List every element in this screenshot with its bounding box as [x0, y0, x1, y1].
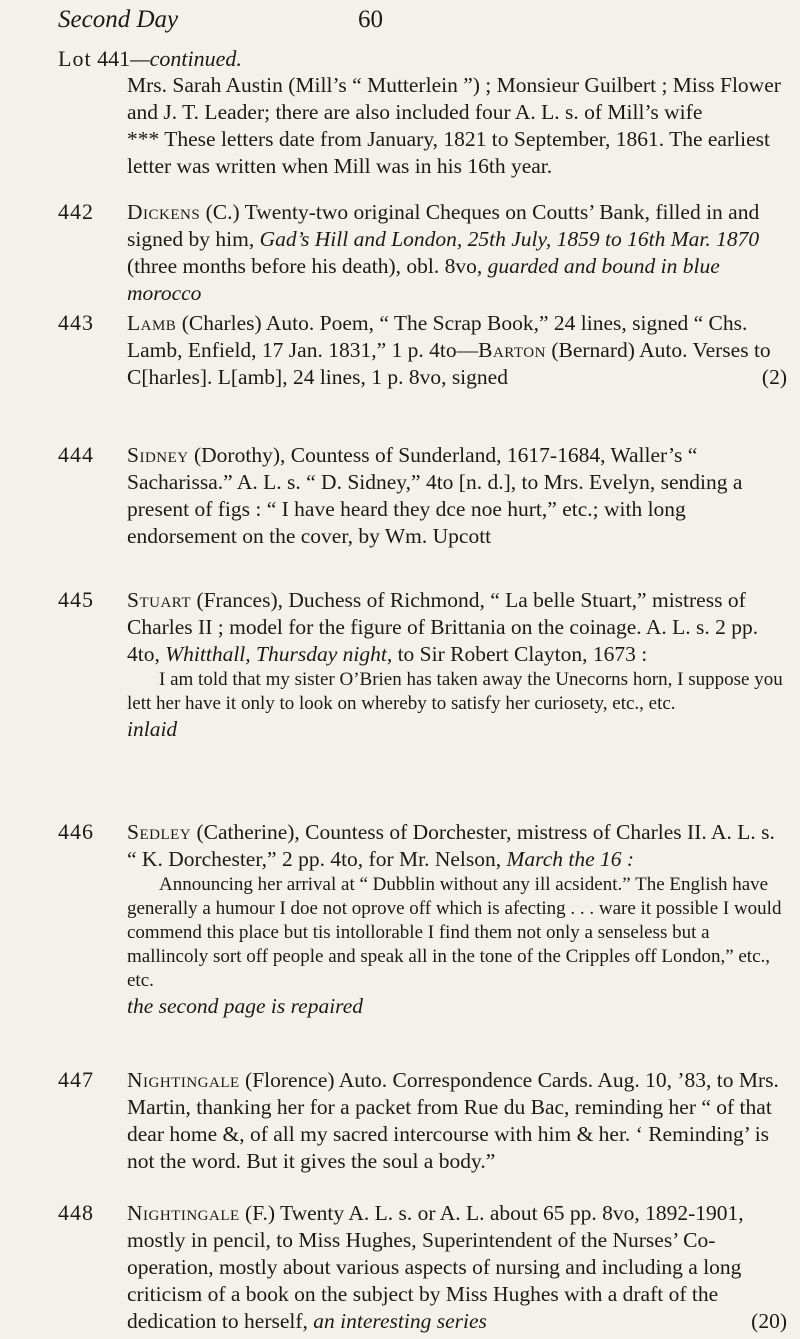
lot-441-note: *** These letters date from January, 1821 to September, 1861. The earliest letter was written when Mill was in his 16th year. [127, 127, 770, 178]
lot-441-text: Mrs. Sarah Austin (Mill’s “ Mutterlein ”) ; Monsieur Guilbert ; Miss Flower and J. T. Leader; there are also included four A. L. s. of Mill’s wife [127, 73, 781, 124]
lot-number: 443 [58, 310, 94, 335]
lot-italic: Gad’s Hill and London, 25th July, 1859 to 16th Mar. 1870 [259, 227, 760, 251]
running-title: Second Day [58, 6, 179, 33]
page-header [58, 6, 778, 36]
lot-description-cont: (Bernard) Auto. Verses to C[harles]. L[amb], 24 lines, 1 p. 8vo, signed [127, 338, 771, 389]
lot-italic: Whitthall, Thursday night, [165, 642, 393, 666]
lot-author: Nightingale [127, 1068, 240, 1092]
lot-quote: Announcing her arrival at “ Dubblin without any ill acsident.” The English have generally a humour I doe not oprove off which is afecting . . . ware it possible I would commend this place but tis intollorable I find them not only a senseless but a mallincoly sort off people and speak all in the tone of the Cripples off London,” etc., etc. [127, 874, 782, 991]
continued-suffix: —continued. [130, 46, 242, 71]
lot-entry [127, 1200, 787, 1335]
lot-441-body [127, 72, 787, 180]
lot-condition: inlaid [127, 717, 178, 741]
lot-description: (Frances), Duchess of Richmond, “ La belle Stuart,” mistress of Charles II ; model for the figure of Brittania on the coinage. A. L. s. 2 pp. 4to, [127, 588, 759, 666]
lot-number: 442 [58, 199, 94, 224]
lot-label: Lot [58, 46, 92, 71]
lot-number: 445 [58, 587, 94, 612]
lot-description: (Florence) Auto. Correspondence Cards. Aug. 10, ’83, to Mrs. Martin, thanking her for a packet from Rue du Bac, reminding her “ of that dear home &, of all my sacred intercourse with him & her. ‘ Reminding’ is not the word. But it gives the soul a body.” [127, 1068, 779, 1173]
lot-binding: guarded and bound in blue morocco [127, 254, 720, 305]
lot-description-cont: (three months before his death), obl. 8vo, [127, 254, 488, 278]
lot-italic: an interesting series [313, 1309, 487, 1333]
lot-description: (Charles) Auto. Poem, “ The Scrap Book,” 24 lines, signed “ Chs. Lamb, Enfield, 17 Jan. 1831,” 1 p. 4to— [127, 311, 748, 362]
lot-entry [127, 587, 787, 743]
lot-number: 446 [58, 819, 94, 844]
lot-number: 447 [58, 1067, 94, 1092]
lot-entry [127, 1067, 787, 1175]
lot-author: Lamb [127, 311, 177, 335]
lot-number: 448 [58, 1200, 94, 1225]
lot-entry [127, 310, 787, 391]
lot-count: (2) [761, 365, 787, 389]
lot-quote: I am told that my sister O’Brien has taken away the Unecorns horn, I suppose you lett her have it only to look on whereby to satisfy her curiosety, etc., etc. [127, 669, 783, 714]
lot-description: (Dorothy), Countess of Sunderland, 1617-1684, Waller’s “ Sacharissa.” A. L. s. “ D. Sidney,” 4to [n. d.], to Mrs. Evelyn, sending a present of figs : “ I have heard they dce noe hurt,” etc.; with long endorsement on the cover, by Wm. Upcott [127, 443, 743, 548]
lot-author: Nightingale [127, 1201, 240, 1225]
lot-description-cont: to Sir Robert Clayton, 1673 : [392, 642, 648, 666]
lot-author: Dickens [127, 200, 201, 224]
lot-condition: the second page is repaired [127, 994, 364, 1018]
lot-italic: March the 16 : [506, 847, 635, 871]
lot-description: (Catherine), Countess of Dorchester, mistress of Charles II. A. L. s. “ K. Dorchester,” 2 pp. 4to, for Mr. Nelson, [127, 820, 775, 871]
lot-number: 441 [97, 46, 131, 71]
page-number: 60 [358, 6, 383, 33]
lot-count: (20) [751, 1309, 787, 1333]
lot-author-2: Barton [478, 338, 546, 362]
lot-number: 444 [58, 442, 94, 467]
lot-author: Sedley [127, 820, 192, 844]
lot-author: Stuart [127, 588, 192, 612]
continued-heading [58, 46, 242, 72]
lot-entry [127, 199, 787, 307]
lot-description: (F.) Twenty A. L. s. or A. L. about 65 pp. 8vo, 1892-1901, mostly in pencil, to Miss Hughes, Superintendent of the Nurses’ Co-operation, mostly about various aspects of nursing and including a long criticism of a book on the subject by Miss Hughes with a draft of the dedication to herself, [127, 1201, 744, 1333]
lot-entry [127, 819, 787, 1020]
lot-author: Sidney [127, 443, 189, 467]
lot-entry [127, 442, 787, 550]
lot-description: (C.) Twenty-two original Cheques on Coutts’ Bank, filled in and signed by him, [127, 200, 760, 251]
